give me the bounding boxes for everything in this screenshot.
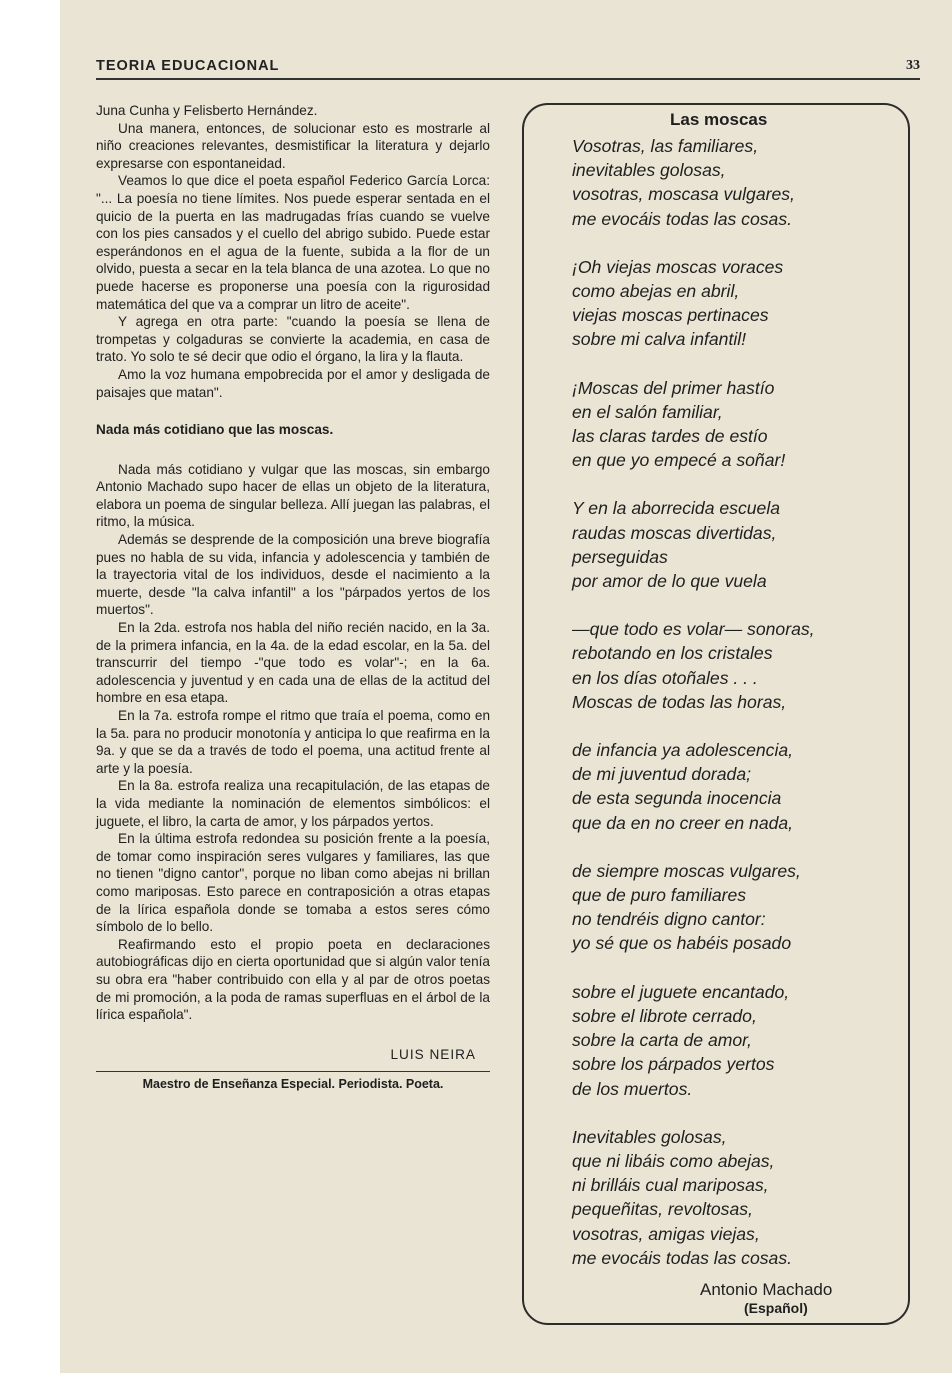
article-paragraph: En la última estrofa redondea su posición frente a la poesía, de tomar como inspiración seres vulgares y familiares, las que no tienen "digno cantor", porque no liban como abejas ni brillan como mariposas. Esto parece en contraposición a otras etapas de la lírica española donde se tomaba a estos seres cómo símbolo de lo bello. bbox=[96, 831, 490, 935]
header-rule bbox=[96, 78, 920, 80]
poem-line: las claras tardes de estío bbox=[572, 426, 768, 447]
poem-line: ¡Moscas del primer hastío bbox=[572, 377, 775, 398]
article-column bbox=[96, 102, 490, 1094]
poem-line: de esta segunda inocencia bbox=[572, 788, 782, 809]
author-signature: LUIS NEIRA bbox=[390, 1046, 476, 1062]
poem-line: yo sé que os habéis posado bbox=[572, 933, 792, 954]
poem-line: sobre el juguete encantado, bbox=[572, 981, 790, 1002]
poem-line: no tendréis digno cantor: bbox=[572, 909, 766, 930]
article-paragraph: En la 7a. estrofa rompe el ritmo que traía el poema, como en la 5a. para no producir monotonía y anticipa lo que reafirma en la 9a. y que se da a través de todo el poema, una actitud frente al arte y la poesía. bbox=[96, 708, 490, 776]
poem-line: me evocáis todas las cosas. bbox=[572, 208, 793, 229]
poem-title: Las moscas bbox=[670, 110, 768, 129]
page-header bbox=[96, 58, 920, 84]
poem-line: sobre mi calva infantil! bbox=[572, 329, 747, 350]
poem-line: por amor de lo que vuela bbox=[572, 571, 767, 592]
poem-line: pequeñitas, revoltosas, bbox=[572, 1199, 753, 1220]
poem-line: vosotras, amigas viejas, bbox=[572, 1223, 760, 1244]
poem-line: —que todo es volar— sonoras, bbox=[572, 619, 815, 640]
article-body-top bbox=[96, 102, 490, 401]
article-paragraph: Una manera, entonces, de solucionar esto es mostrarle al niño creaciones relevantes, desmistificar la literatura y dejarlo expresarse con espontaneidad. bbox=[96, 120, 490, 171]
article-paragraph: Nada más cotidiano y vulgar que las moscas, sin embargo Antonio Machado supo hacer de ellas un objeto de la literatura, elabora un poema de singular belleza. Allí juegan las palabras, el ritmo, la música. bbox=[96, 461, 490, 530]
poem-line: que ni libáis como abejas, bbox=[572, 1150, 775, 1171]
poem-stanza bbox=[572, 496, 892, 593]
poem-author: Antonio Machado bbox=[700, 1279, 833, 1299]
poem-line: me evocáis todas las cosas. bbox=[572, 1247, 793, 1268]
section-title: TEORIA EDUCACIONAL bbox=[96, 58, 280, 74]
poem-line: como abejas en abril, bbox=[572, 281, 740, 302]
poem-line: Vosotras, las familiares, bbox=[572, 136, 759, 156]
poem-stanzas bbox=[572, 134, 892, 1270]
poem-stanza bbox=[572, 617, 892, 714]
poem-line: Y en la aborrecida escuela bbox=[572, 498, 781, 519]
article-body-bottom bbox=[96, 461, 490, 1024]
article-paragraph: Reafirmando esto el propio poeta en declaraciones autobiográficas dijo en cierta oportunidad que si algún valor tenía su obra era "haber contribuido con ella y al par de otros poetas de mi promoción, a la poda de ramas superfluas en el árbol de la lírica española". bbox=[96, 936, 490, 1023]
poem-line: inevitables golosas, bbox=[572, 160, 726, 181]
poem-stanza bbox=[572, 1125, 892, 1270]
poem-stanza bbox=[572, 738, 892, 835]
article-paragraph: Además se desprende de la composición una breve biografía pues no habla de su vida, infancia y adolescencia y también de la trayectoria vital de los individuos, desde el nacimiento a la muerte, desde "la calva infantil" a los "párpados yertos de los muertos". bbox=[96, 532, 490, 618]
poem-line: viejas moscas pertinaces bbox=[572, 305, 769, 326]
poem-line: sobre la carta de amor, bbox=[572, 1030, 752, 1051]
article-paragraph: Juna Cunha y Felisberto Hernández. bbox=[96, 103, 318, 118]
poem-line: sobre los párpados yertos bbox=[572, 1054, 775, 1075]
poem-stanza bbox=[572, 859, 892, 956]
article-paragraph: En la 8a. estrofa realiza una recapitulación, de las etapas de la vida mediante la nominación de elementos simbólicos: el juguete, el libro, la carta de amor, y los párpados yertos. bbox=[96, 778, 490, 829]
article-paragraph: Veamos lo que dice el poeta español Federico García Lorca: "... La poesía no tiene límites. Nos puede esperar sentada en el quicio de la puerta en las madrugadas frías cuando se vuelve con los pies cansados y el cuello del abrigo subido. Puede estar esperándonos en el agua de la fuente, subida a la flor de un olvido, puesta a secar en la tela blanca de una azotea. Lo que no puede hacerse es proponerse una poesía con la rigurosidad matemática del que va a comprar un litro de aceite". bbox=[96, 173, 490, 312]
poem-line: que de puro familiares bbox=[572, 885, 747, 906]
poem-line: perseguidas bbox=[572, 546, 668, 567]
poem-line: Inevitables golosas, bbox=[572, 1126, 727, 1147]
poem-stanza bbox=[572, 980, 892, 1101]
article-paragraph: En la 2da. estrofa nos habla del niño recién nacido, en la 3a. de la primera infancia, en la 4a. de la edad escolar, en la 5a. del transcurrir del tiempo -"que todo es volar"-; en la 6a. adolescencia y juventud y en cada una de ellas de la actitud del hombre en esa etapa. bbox=[96, 620, 490, 706]
author-bio: Maestro de Enseñanza Especial. Periodista. Poeta. bbox=[142, 1077, 444, 1092]
poem-line: ¡Oh viejas moscas voraces bbox=[572, 256, 784, 277]
poem bbox=[572, 110, 892, 1316]
poem-line: de los muertos. bbox=[572, 1078, 693, 1099]
poem-line: sobre el librote cerrado, bbox=[572, 1005, 757, 1026]
footnote-rule bbox=[96, 1071, 490, 1072]
poem-stanza bbox=[572, 376, 892, 473]
poem-stanza bbox=[572, 255, 892, 352]
poem-author-nationality: (Español) bbox=[744, 1299, 808, 1316]
poem-line: raudas moscas divertidas, bbox=[572, 522, 777, 543]
article-paragraph: Amo la voz humana empobrecida por el amor y desligada de paisajes que matan". bbox=[96, 366, 490, 400]
poem-line: de infancia ya adolescencia, bbox=[572, 740, 794, 761]
poem-line: que da en no creer en nada, bbox=[572, 812, 794, 833]
poem-line: en que yo empecé a soñar! bbox=[572, 450, 786, 471]
article-subheading: Nada más cotidiano que las moscas. bbox=[96, 422, 334, 438]
poem-stanza bbox=[572, 134, 892, 231]
poem-line: en el salón familiar, bbox=[572, 401, 723, 422]
poem-line: de mi juventud dorada; bbox=[572, 764, 751, 785]
poem-line: de siempre moscas vulgares, bbox=[572, 860, 801, 881]
poem-line: rebotando en los cristales bbox=[572, 643, 773, 664]
poem-line: en los días otoñales . . . bbox=[572, 667, 758, 688]
article-paragraph: Y agrega en otra parte: "cuando la poesía se llena de trompetas y colgaduras se convierte la academia, en casa de trato. Yo solo te sé decir que odio el órgano, la lira y la flauta. bbox=[96, 314, 490, 365]
page-number: 33 bbox=[906, 58, 920, 73]
poem-line: ni brilláis cual mariposas, bbox=[572, 1175, 769, 1196]
poem-line: Moscas de todas las horas, bbox=[572, 691, 787, 712]
poem-line: vosotras, moscasa vulgares, bbox=[572, 184, 795, 205]
